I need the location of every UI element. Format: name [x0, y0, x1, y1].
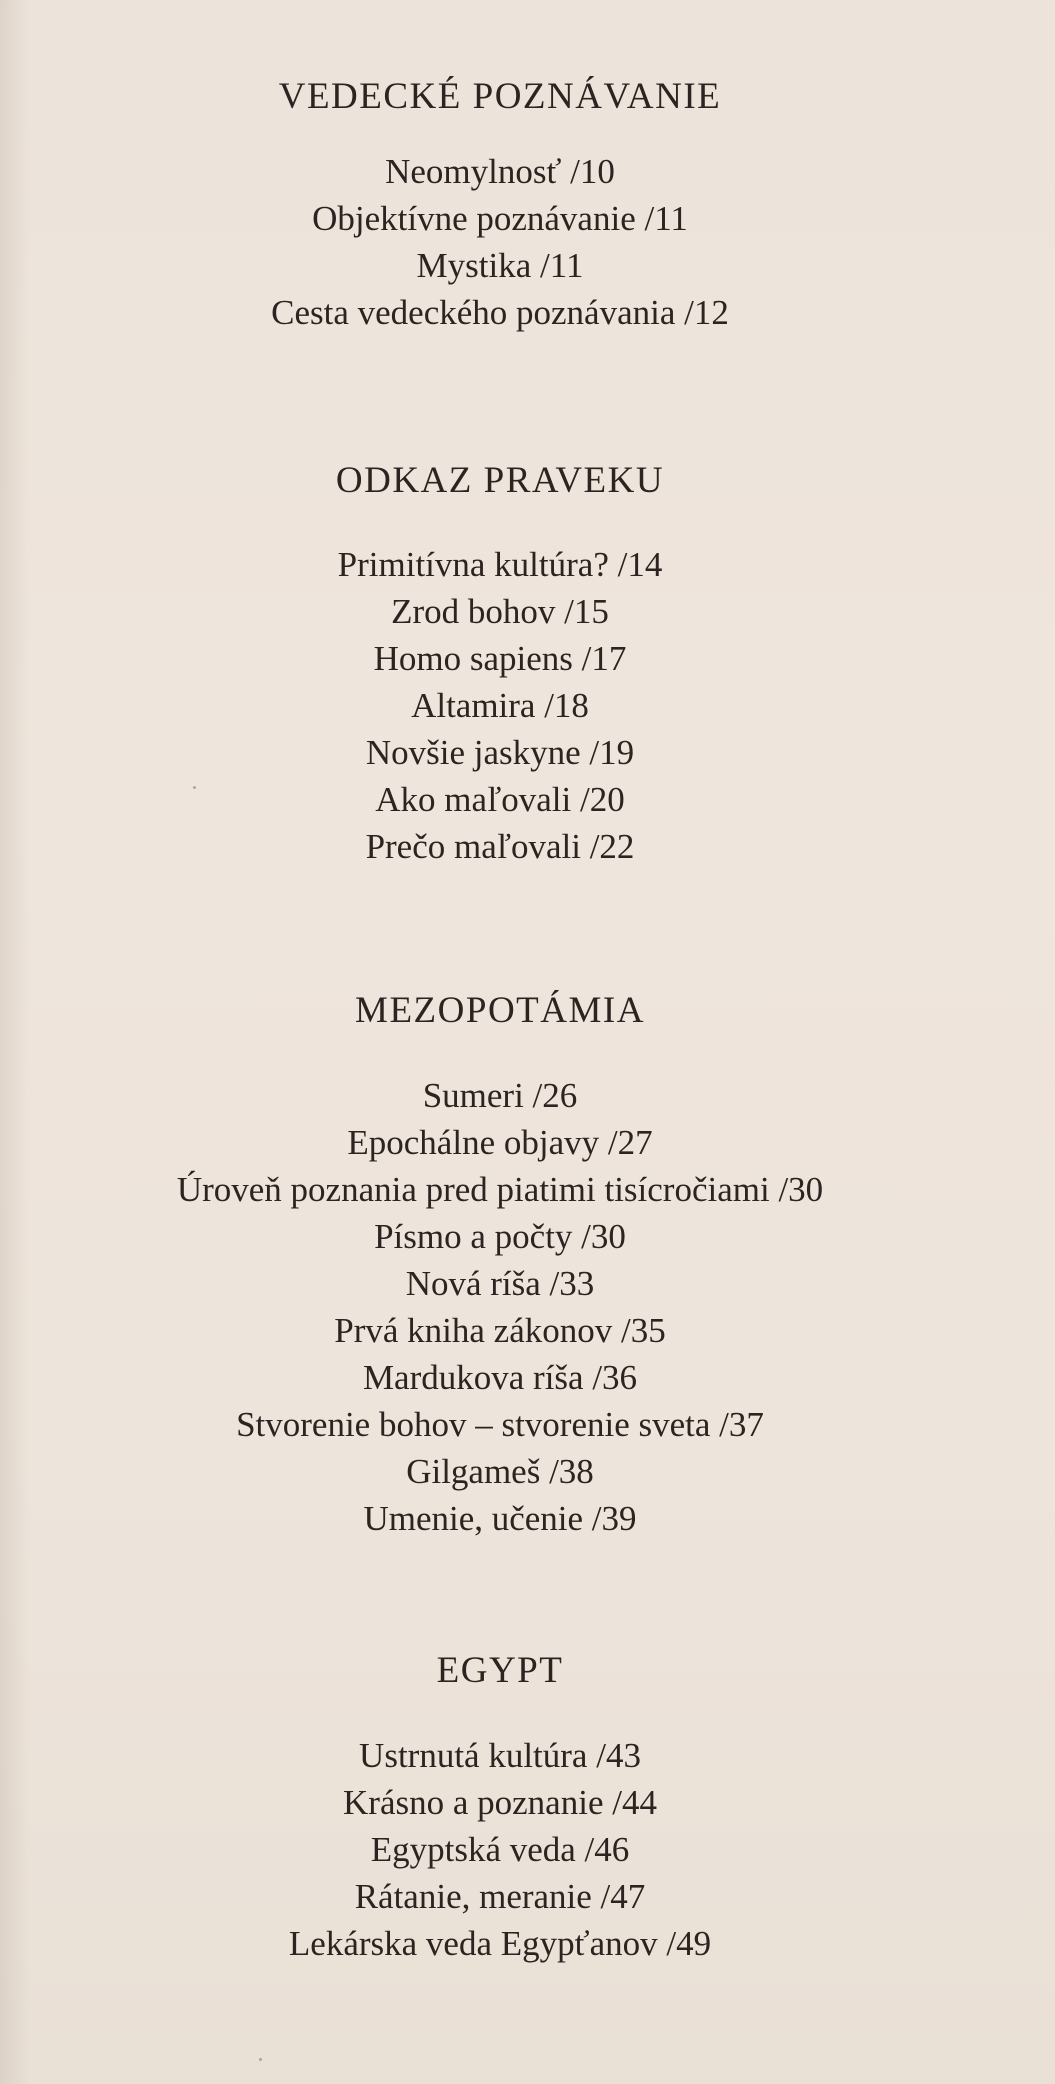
- toc-entry[interactable]: Egyptská veda /46: [370, 1830, 630, 1869]
- toc-entry[interactable]: Úroveň poznania pred piatimi tisícročiami /30: [176, 1170, 824, 1209]
- toc-entry[interactable]: Ustrnutá kultúra /43: [359, 1736, 641, 1775]
- toc-entry[interactable]: Písmo a počty /30: [374, 1217, 626, 1256]
- toc-section-vedecke-poznavanie: [0, 74, 1000, 336]
- toc-entry[interactable]: Altamira /18: [411, 686, 589, 725]
- toc-entry[interactable]: Zrod bohov /15: [391, 592, 609, 631]
- entry-list: [0, 1732, 1000, 1967]
- section-heading: EGYPT: [436, 1650, 564, 1691]
- toc-entry[interactable]: Novšie jaskyne /19: [365, 733, 635, 772]
- toc-entry[interactable]: Mardukova ríša /36: [362, 1358, 638, 1397]
- paper-speck: [259, 2058, 262, 2061]
- toc-entry[interactable]: Prvá kniha zákonov /35: [334, 1311, 666, 1350]
- toc-entry[interactable]: Rátanie, meranie /47: [354, 1877, 646, 1916]
- toc-entry[interactable]: Epochálne objavy /27: [347, 1123, 653, 1162]
- toc-entry[interactable]: Prečo maľovali /22: [365, 827, 635, 866]
- section-heading: ODKAZ PRAVEKU: [335, 460, 665, 501]
- toc-entry[interactable]: Ako maľovali /20: [375, 780, 625, 819]
- toc-entry[interactable]: Mystika /11: [416, 246, 584, 285]
- toc-entry[interactable]: Neomylnosť /10: [385, 152, 615, 191]
- toc-entry[interactable]: Sumeri /26: [422, 1076, 578, 1115]
- section-heading: VEDECKÉ POZNÁVANIE: [278, 76, 722, 117]
- toc-entry[interactable]: Primitívna kultúra? /14: [337, 545, 663, 584]
- entry-list: [0, 1072, 1000, 1542]
- toc-entry[interactable]: Lekárska veda Egypťanov /49: [288, 1924, 712, 1963]
- section-heading: MEZOPOTÁMIA: [355, 990, 645, 1031]
- toc-entry[interactable]: Gilgameš /38: [406, 1452, 594, 1491]
- toc-entry[interactable]: Nová ríša /33: [405, 1264, 595, 1303]
- toc-entry[interactable]: Umenie, učenie /39: [363, 1499, 637, 1538]
- toc-entry[interactable]: Krásno a poznanie /44: [343, 1783, 657, 1822]
- toc-section-egypt: [0, 1648, 1000, 1967]
- toc-entry[interactable]: Stvorenie bohov – stvorenie sveta /37: [236, 1405, 764, 1444]
- toc-entry[interactable]: Cesta vedeckého poznávania /12: [271, 293, 729, 332]
- entry-list: [0, 148, 1000, 336]
- entry-list: [0, 541, 1000, 870]
- paper-speck: [193, 786, 196, 789]
- toc-section-mezopotamia: [0, 988, 1000, 1542]
- toc-entry[interactable]: Homo sapiens /17: [373, 639, 627, 678]
- toc-section-odkaz-praveku: [0, 458, 1000, 870]
- toc-entry[interactable]: Objektívne poznávanie /11: [312, 199, 688, 238]
